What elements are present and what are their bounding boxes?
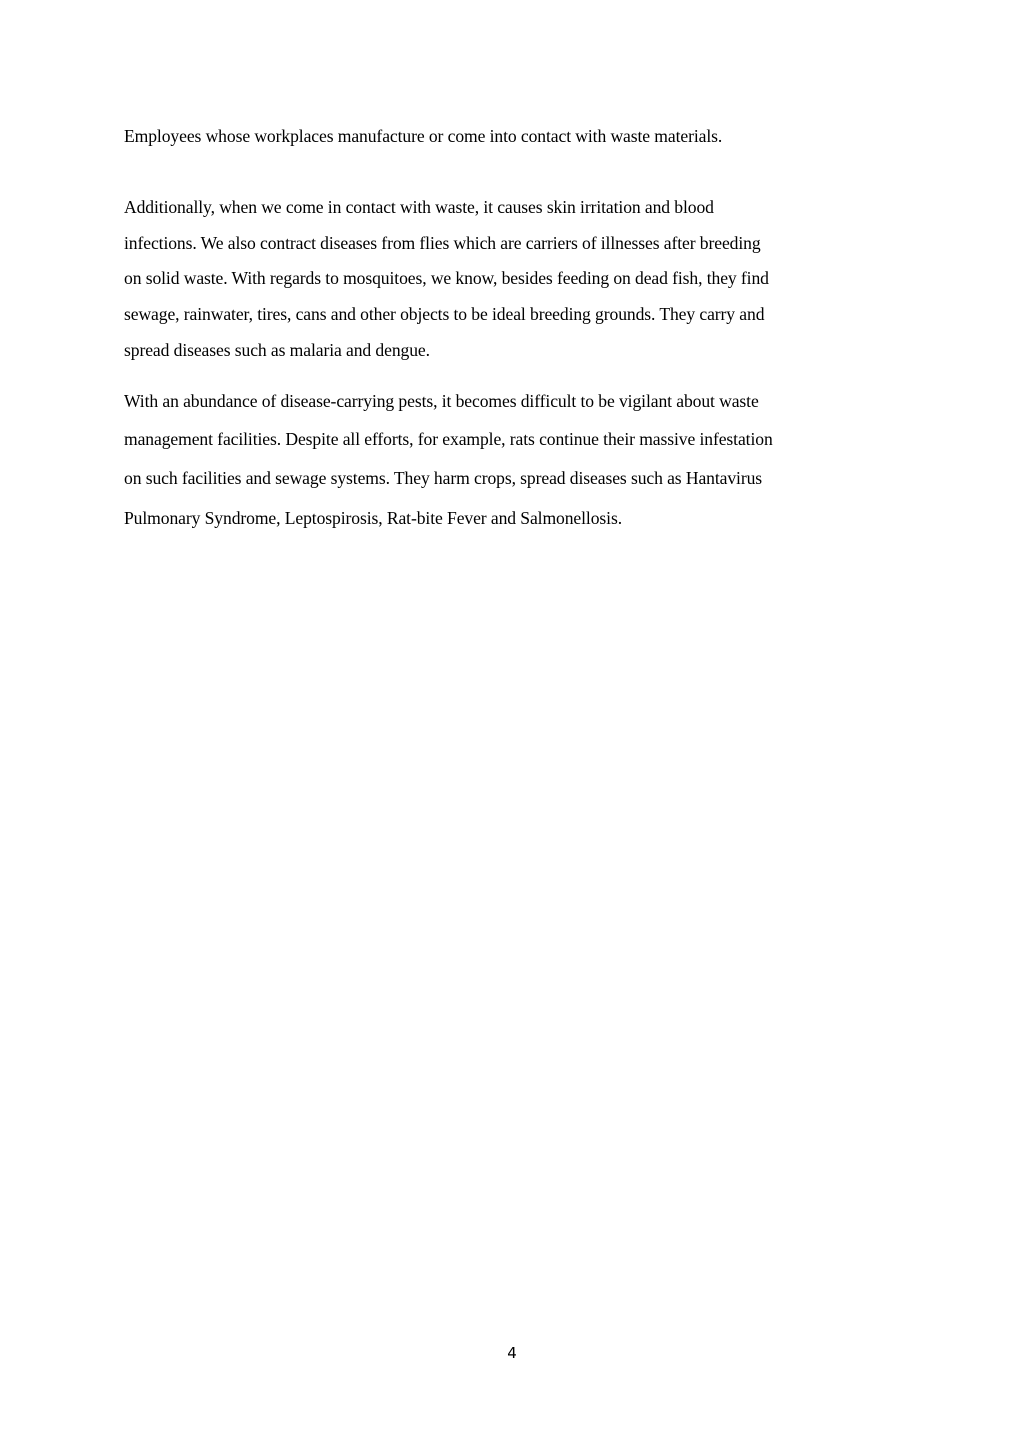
paragraph-line: Additionally, when we come in contact with waste, it causes skin irritation and blood xyxy=(124,197,714,217)
paragraph-line: on such facilities and sewage systems. They harm crops, spread diseases such as Hantavirus xyxy=(124,468,763,488)
paragraph-line: Employees whose workplaces manufacture or come into contact with waste materials. xyxy=(124,126,723,146)
paragraph-line: management facilities. Despite all efforts, for example, rats continue their massive infestation xyxy=(124,429,773,449)
paragraph-line: infections. We also contract diseases from flies which are carriers of illnesses after breeding xyxy=(124,233,761,253)
paragraph-line: spread diseases such as malaria and dengue. xyxy=(124,340,430,360)
page-number: 4 xyxy=(507,1344,517,1362)
paragraph-line: Pulmonary Syndrome, Leptospirosis, Rat-bite Fever and Salmonellosis. xyxy=(124,508,622,528)
paragraph-line: on solid waste. With regards to mosquitoes, we know, besides feeding on dead fish, they find xyxy=(124,268,769,288)
paragraph-line: sewage, rainwater, tires, cans and other objects to be ideal breeding grounds. They carry and xyxy=(124,304,765,324)
paragraph-line: With an abundance of disease-carrying pests, it becomes difficult to be vigilant about waste xyxy=(124,391,759,411)
